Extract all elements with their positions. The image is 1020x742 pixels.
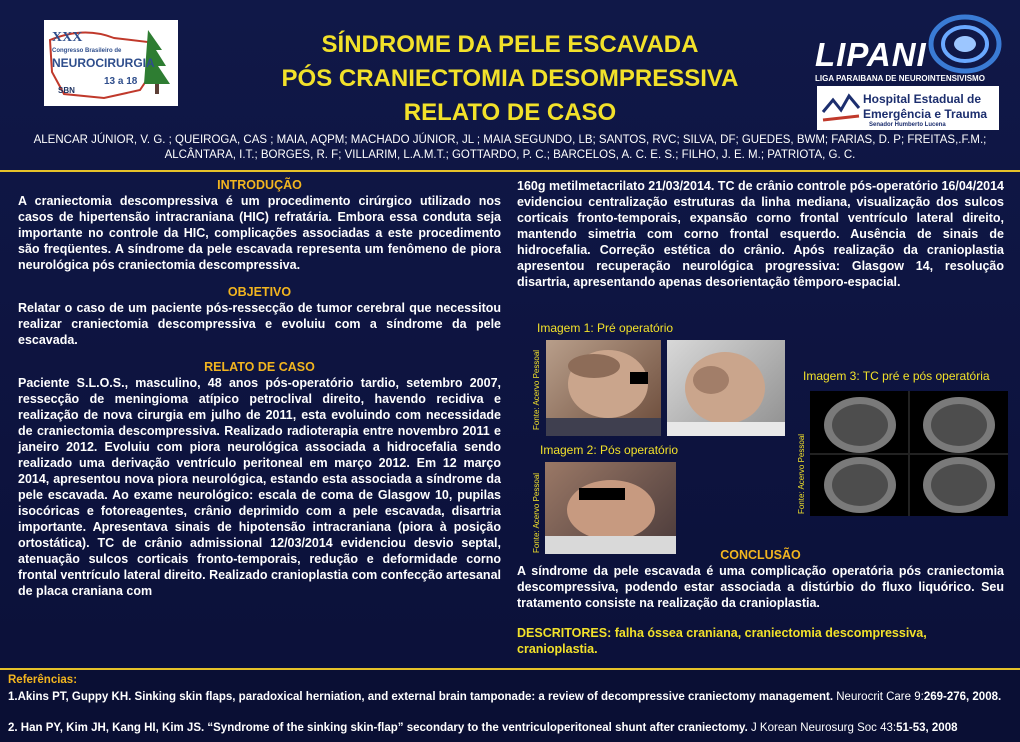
congress-number: XXX — [52, 30, 83, 45]
patient-postop-photo-icon — [545, 462, 676, 554]
congress-logo — [44, 20, 178, 106]
header-divider — [0, 170, 1020, 172]
relato-heading: RELATO DE CASO — [204, 360, 315, 374]
title-line-3: RELATO DE CASO — [403, 99, 617, 126]
conclusao-heading: CONCLUSÃO — [720, 548, 801, 562]
congress-dates: 13 a 18 — [104, 76, 138, 87]
image3-caption: Imagem 3: TC pré e pós operatória — [803, 369, 990, 383]
image2-caption: Imagem 2: Pós operatório — [540, 443, 679, 457]
references-section — [0, 668, 1020, 742]
image1-caption: Imagem 1: Pré operatório — [537, 321, 674, 335]
relato-text: Paciente S.L.O.S., masculino, 48 anos pós-operatório tardio, setembro 2007, ressecção de meningioma atípico petroclival direito, havendo recidiva e realização de nova cirurgia em julho de 2011, esta evoluindo com necessidade de craniectomia descompressiva. Realizado radioterapia entre novembro 2011 e janeiro 2012. Evoluiu com piora neurológica associada a hidrocefalia sendo realizado uma derivação ventrículo peritoneal em março 2012. Em 12 março 2014, apresentou nova piora neurológica, estando esta associada a síndrome da pele escavada. Ao exame neurológico: escala de coma de Glasgow 10, pupilas isocóricas e fotoreagentes, crânio deprimido com a pele escavada, disartria importante. Apresentava sinais de hipotensão intracraniana (piora à posição ortostática). TC de crânio admissional 12/03/2014 evidenciou desvio septal, atenuação sulcos corticais fronto-temporais, redução e deformidade corno frontal ventrículo lateral direito. Realizado cranioplastia com confecção artesanal de placa craniana com — [18, 376, 501, 598]
hospital-logo — [817, 86, 999, 130]
reference-1-journal: Neurocrit Care 9: — [836, 691, 924, 703]
image2-source: Fonte: Acervo Pessoal — [532, 472, 541, 553]
image2-photo — [545, 462, 676, 554]
ct-scan-icon — [810, 391, 1008, 516]
lipani-logo — [815, 10, 1005, 84]
reference-1-main: 1.Akins PT, Guppy KH. Sinking skin flaps, paradoxical herniation, and external brain tamponade: a review of decompressive craniectomy management. — [8, 691, 834, 703]
reference-2-journal: J Korean Neurosurg Soc 43: — [750, 722, 897, 734]
reference-1 — [8, 690, 1014, 705]
descritores-text: falha óssea craniana, craniectomia descompressiva, cranioplastia. — [517, 626, 927, 656]
hospital-emblem-icon — [819, 86, 863, 130]
congress-line2: NEUROCIRURGIA — [52, 56, 155, 70]
patient-skull-photo-icon — [667, 340, 785, 436]
hospital-line1: Hospital Estadual de — [863, 92, 982, 106]
right-column-text — [517, 178, 1004, 290]
lipani-subtitle: LIGA PARAIBANA DE NEUROINTENSIVISMO — [815, 74, 985, 83]
patient-head-photo-icon — [546, 340, 661, 436]
hospital-line3: Senador Humberto Lucena — [869, 122, 946, 128]
poster-title — [200, 28, 820, 130]
references-heading: Referências: — [8, 674, 78, 686]
authors: ALENCAR JÚNIOR, V. G. ; QUEIROGA, CAS ; MAIA, AQPM; MACHADO JÚNIOR, JL ; MAIA SEGUNDO, LB; SANTOS, RVC; SILVA, DF; GUEDES, BWM; FARIAS, D. P; FREITAS,.F.M.; ALCÂNTARA, I.T.; BORGES, R. F; VILLARIM, L.A.M.T.; GOTTARDO, P. C.; BARCELOS, A. C. E. S.; FILHO, J. E. M.; PATRIOTA, G. C. — [33, 134, 987, 161]
introducao-text: A craniectomia descompressiva é um procedimento cirúrgico utilizado nos casos de hipertensão intracraniana (HIC) refratária. Embora essa conduta seja importante no controle da HIC, complicações associadas a este procedimento são freqüentes. A síndrome da pele escavada representa um fenômeno de piora neurológica pós craniectomia descompressiva. — [18, 194, 501, 272]
image3-source: Fonte: Acervo Pessoal — [797, 433, 806, 514]
conclusion-section — [517, 548, 1004, 657]
reference-2 — [8, 721, 1014, 736]
image1-source: Fonte: Acervo Pessoal — [532, 349, 541, 430]
title-line-2: PÓS CRANIECTOMIA DESOMPRESSIVA — [281, 65, 739, 92]
reference-2-main: 2. Han PY, Kim JH, Kang HI, Kim JS. “Syndrome of the sinking skin-flap” secondary to the ventriculoperitoneal shunt after craniectomy. — [8, 722, 748, 734]
relato-continuation: 160g metilmetacrilato 21/03/2014. TC de crânio controle pós-operatório 16/04/2014 evidenciou centralização estruturas da linha mediana, visualização dos sulcos corticais fronto-temporais, expansão corno frontal ventrículo lateral direito, mantendo simetria com corno frontal esquerdo. Ausência de sinais de hidrocefalia. Correção estética do crânio. Após realização da cranioplastia apresentou recuperação neurológica progressiva: Glasgow 14, resolução disartria, apresentando apenas desorientação têmporo-espacial. — [517, 179, 1005, 289]
image1-photo-b — [667, 340, 785, 436]
title-line-1: SÍNDROME DA PELE ESCAVADA — [321, 31, 699, 58]
left-column — [18, 178, 501, 599]
congress-line1: Congresso Brasileiro de — [52, 48, 122, 54]
descritores — [517, 625, 1004, 657]
image1-photo-a — [546, 340, 661, 436]
descritores-label: DESCRITORES: — [517, 626, 612, 640]
reference-2-pages: 51-53, 2008 — [896, 722, 958, 734]
hospital-line2: Emergência e Trauma — [863, 107, 988, 121]
reference-1-pages: 269-276, 2008. — [923, 691, 1002, 703]
introducao-heading: INTRODUÇÃO — [217, 178, 302, 192]
objetivo-text: Relatar o caso de um paciente pós-ressecção de tumor cerebral que necessitou realizar craniectomia descompressiva e evoluiu com a síndrome da pele escavada. — [18, 301, 501, 347]
image3-ct-scans — [810, 391, 1008, 516]
sbn-label: SBN — [58, 86, 75, 95]
conclusao-text: A síndrome da pele escavada é uma complicação operatória pós craniectomia descompressiva, podendo estar associada a distúrbio do fluxo liquórico. Seu tratamento consiste na realização da cranioplastia. — [517, 564, 1004, 610]
objetivo-heading: OBJETIVO — [227, 285, 292, 299]
lipani-brand: LIPANI — [815, 36, 927, 73]
